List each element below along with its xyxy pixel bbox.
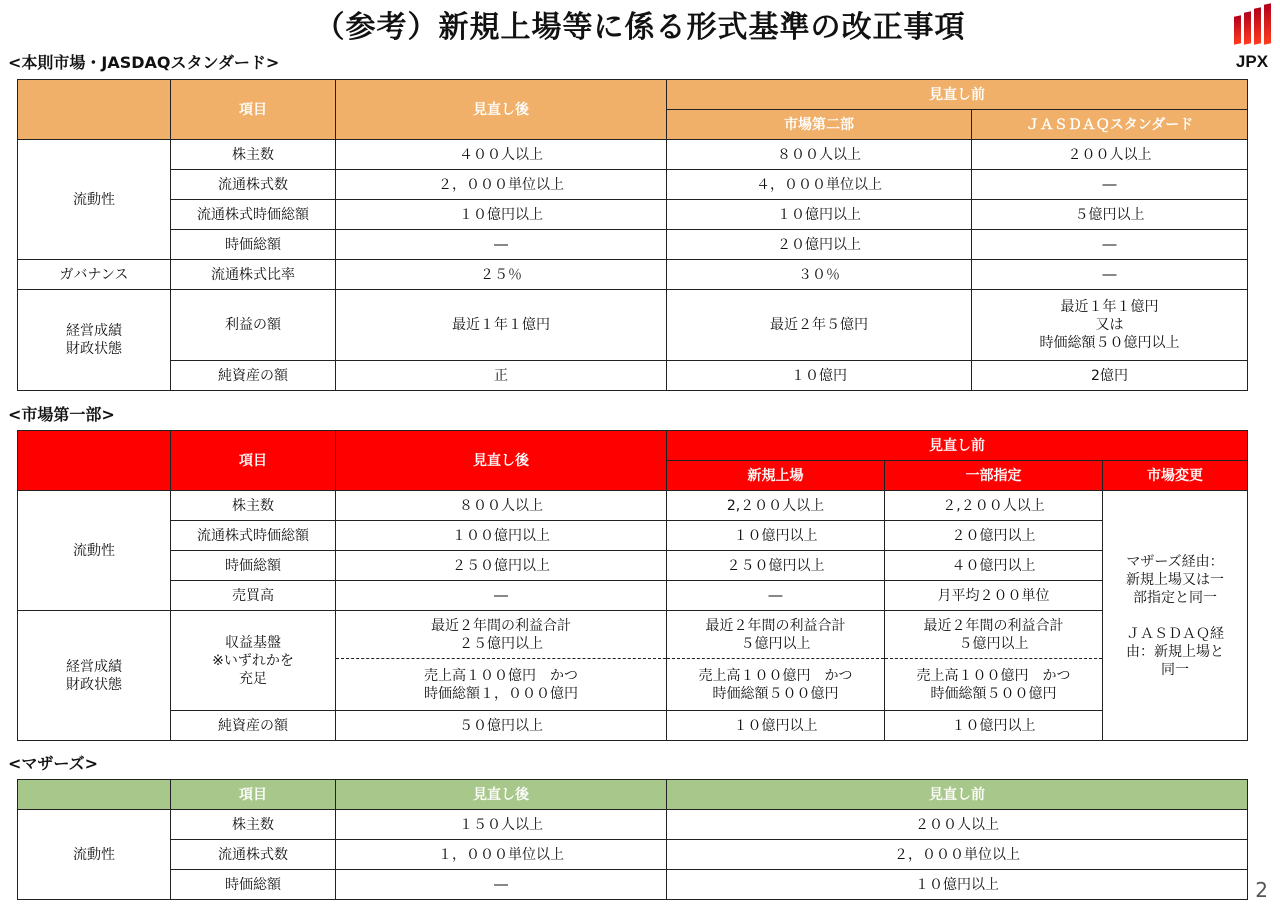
section-title-main-jasdaq: <本則市場・JASDAQスタンダード> [8, 53, 280, 72]
item-label: 時価総額 [171, 551, 336, 581]
group-label: 経営成績 財政状態 [18, 290, 171, 391]
value-cell: 最近２年間の利益合計 ２５億円以上 [336, 611, 667, 659]
table-row [18, 230, 1248, 260]
header-market-change: 市場変更 [1103, 461, 1248, 491]
header-blank [18, 431, 171, 491]
item-label: 株主数 [171, 140, 336, 170]
value-cell: 売上高１００億円 かつ 時価総額５００億円 [667, 659, 885, 711]
value-cell: ― [336, 870, 667, 900]
table-row [18, 521, 1248, 551]
header-before: 見直し前 [667, 431, 1248, 461]
item-label: 利益の額 [171, 290, 336, 361]
value-cell: １０億円以上 [667, 711, 885, 741]
table-row [18, 361, 1248, 391]
item-label: 株主数 [171, 491, 336, 521]
value-cell: ５億円以上 [972, 200, 1248, 230]
item-label: 純資産の額 [171, 361, 336, 391]
value-cell: ４０億円以上 [885, 551, 1103, 581]
page-number: 2 [1255, 878, 1268, 902]
table-row [18, 810, 1248, 840]
header-after: 見直し後 [336, 780, 667, 810]
value-cell: 月平均２００単位 [885, 581, 1103, 611]
item-label: 流通株式時価総額 [171, 200, 336, 230]
value-cell: ― [972, 260, 1248, 290]
group-label: 流動性 [18, 810, 171, 900]
table-row [18, 611, 1248, 659]
value-cell: ２０億円以上 [667, 230, 972, 260]
value-cell: １０億円 [667, 361, 972, 391]
header-before: 見直し前 [667, 80, 1248, 110]
header-item: 項目 [171, 80, 336, 140]
value-cell: 売上高１００億円 かつ 時価総額５００億円 [885, 659, 1103, 711]
value-cell: ― [972, 230, 1248, 260]
mothers-table [17, 779, 1248, 900]
table-row [18, 140, 1248, 170]
value-cell: 売上高１００億円 かつ 時価総額１，０００億円 [336, 659, 667, 711]
value-cell: 2,２００人以上 [667, 491, 885, 521]
value-cell: ８００人以上 [336, 491, 667, 521]
value-cell: ２,２００人以上 [885, 491, 1103, 521]
value-cell: １０億円以上 [667, 521, 885, 551]
value-cell: ― [336, 230, 667, 260]
value-cell: 最近２年間の利益合計 ５億円以上 [885, 611, 1103, 659]
group-label: 経営成績 財政状態 [18, 611, 171, 741]
item-label: 時価総額 [171, 230, 336, 260]
item-label: 売買高 [171, 581, 336, 611]
first-section-table [17, 430, 1248, 741]
value-cell: １，０００単位以上 [336, 840, 667, 870]
value-cell: １０億円以上 [336, 200, 667, 230]
value-cell: ― [336, 581, 667, 611]
value-cell: ― [972, 170, 1248, 200]
value-cell: ４，０００単位以上 [667, 170, 972, 200]
value-cell: 最近１年１億円 [336, 290, 667, 361]
value-cell: ２，０００単位以上 [667, 840, 1248, 870]
header-jasdaq-standard: ＪＡＳＤＡＱスタンダード [972, 110, 1248, 140]
value-cell: ２５％ [336, 260, 667, 290]
item-label: 株主数 [171, 810, 336, 840]
table-row [18, 290, 1248, 361]
item-label: 収益基盤 ※いずれかを 充足 [171, 611, 336, 711]
logo-text: JPX [1235, 52, 1269, 71]
page-title: （参考）新規上場等に係る形式基準の改正事項 [314, 10, 966, 45]
market-change-note: マザーズ経由： 新規上場又は一 部指定と同一 ＪＡＳＤＡＱ経 由：新規上場と 同一 [1103, 491, 1248, 741]
item-label: 流通株式時価総額 [171, 521, 336, 551]
value-cell: ― [667, 581, 885, 611]
item-label: 流通株式比率 [171, 260, 336, 290]
item-label: 流通株式数 [171, 170, 336, 200]
value-cell: １５０人以上 [336, 810, 667, 840]
value-cell: ２００人以上 [972, 140, 1248, 170]
value-cell: ２０億円以上 [885, 521, 1103, 551]
header-item: 項目 [171, 780, 336, 810]
section-title-first-section: <市場第一部> [8, 405, 115, 424]
table-row [18, 260, 1248, 290]
value-cell: ５０億円以上 [336, 711, 667, 741]
table-row [18, 491, 1248, 521]
value-cell: 最近１年１億円 又は 時価総額５０億円以上 [972, 290, 1248, 361]
group-label: ガバナンス [18, 260, 171, 290]
header-item: 項目 [171, 431, 336, 491]
header-after: 見直し後 [336, 431, 667, 491]
value-cell: 正 [336, 361, 667, 391]
item-label: 流通株式数 [171, 840, 336, 870]
main-jasdaq-table [17, 79, 1248, 391]
value-cell: １０億円以上 [885, 711, 1103, 741]
value-cell: ２５０億円以上 [667, 551, 885, 581]
value-cell: ２００人以上 [667, 810, 1248, 840]
value-cell: ２５０億円以上 [336, 551, 667, 581]
value-cell: 2億円 [972, 361, 1248, 391]
table-row [18, 711, 1248, 741]
table-row [18, 840, 1248, 870]
value-cell: １０億円以上 [667, 870, 1248, 900]
value-cell: １０億円以上 [667, 200, 972, 230]
table-row [18, 581, 1248, 611]
header-second-section: 市場第二部 [667, 110, 972, 140]
table-row [18, 551, 1248, 581]
header-new-listing: 新規上場 [667, 461, 885, 491]
section-title-mothers: <マザーズ> [8, 754, 99, 773]
value-cell: ８００人以上 [667, 140, 972, 170]
value-cell: ４００人以上 [336, 140, 667, 170]
value-cell: １００億円以上 [336, 521, 667, 551]
jpx-logo [1226, 4, 1278, 74]
group-label: 流動性 [18, 140, 171, 260]
group-label: 流動性 [18, 491, 171, 611]
value-cell: 最近２年間の利益合計 ５億円以上 [667, 611, 885, 659]
header-blank [18, 780, 171, 810]
value-cell: ２，０００単位以上 [336, 170, 667, 200]
header-first-section-designation: 一部指定 [885, 461, 1103, 491]
item-label: 時価総額 [171, 870, 336, 900]
header-blank [18, 80, 171, 140]
table-row [18, 170, 1248, 200]
header-before: 見直し前 [667, 780, 1248, 810]
value-cell: ３０％ [667, 260, 972, 290]
item-label: 純資産の額 [171, 711, 336, 741]
table-row [18, 870, 1248, 900]
table-row [18, 200, 1248, 230]
header-after: 見直し後 [336, 80, 667, 140]
value-cell: 最近２年５億円 [667, 290, 972, 361]
